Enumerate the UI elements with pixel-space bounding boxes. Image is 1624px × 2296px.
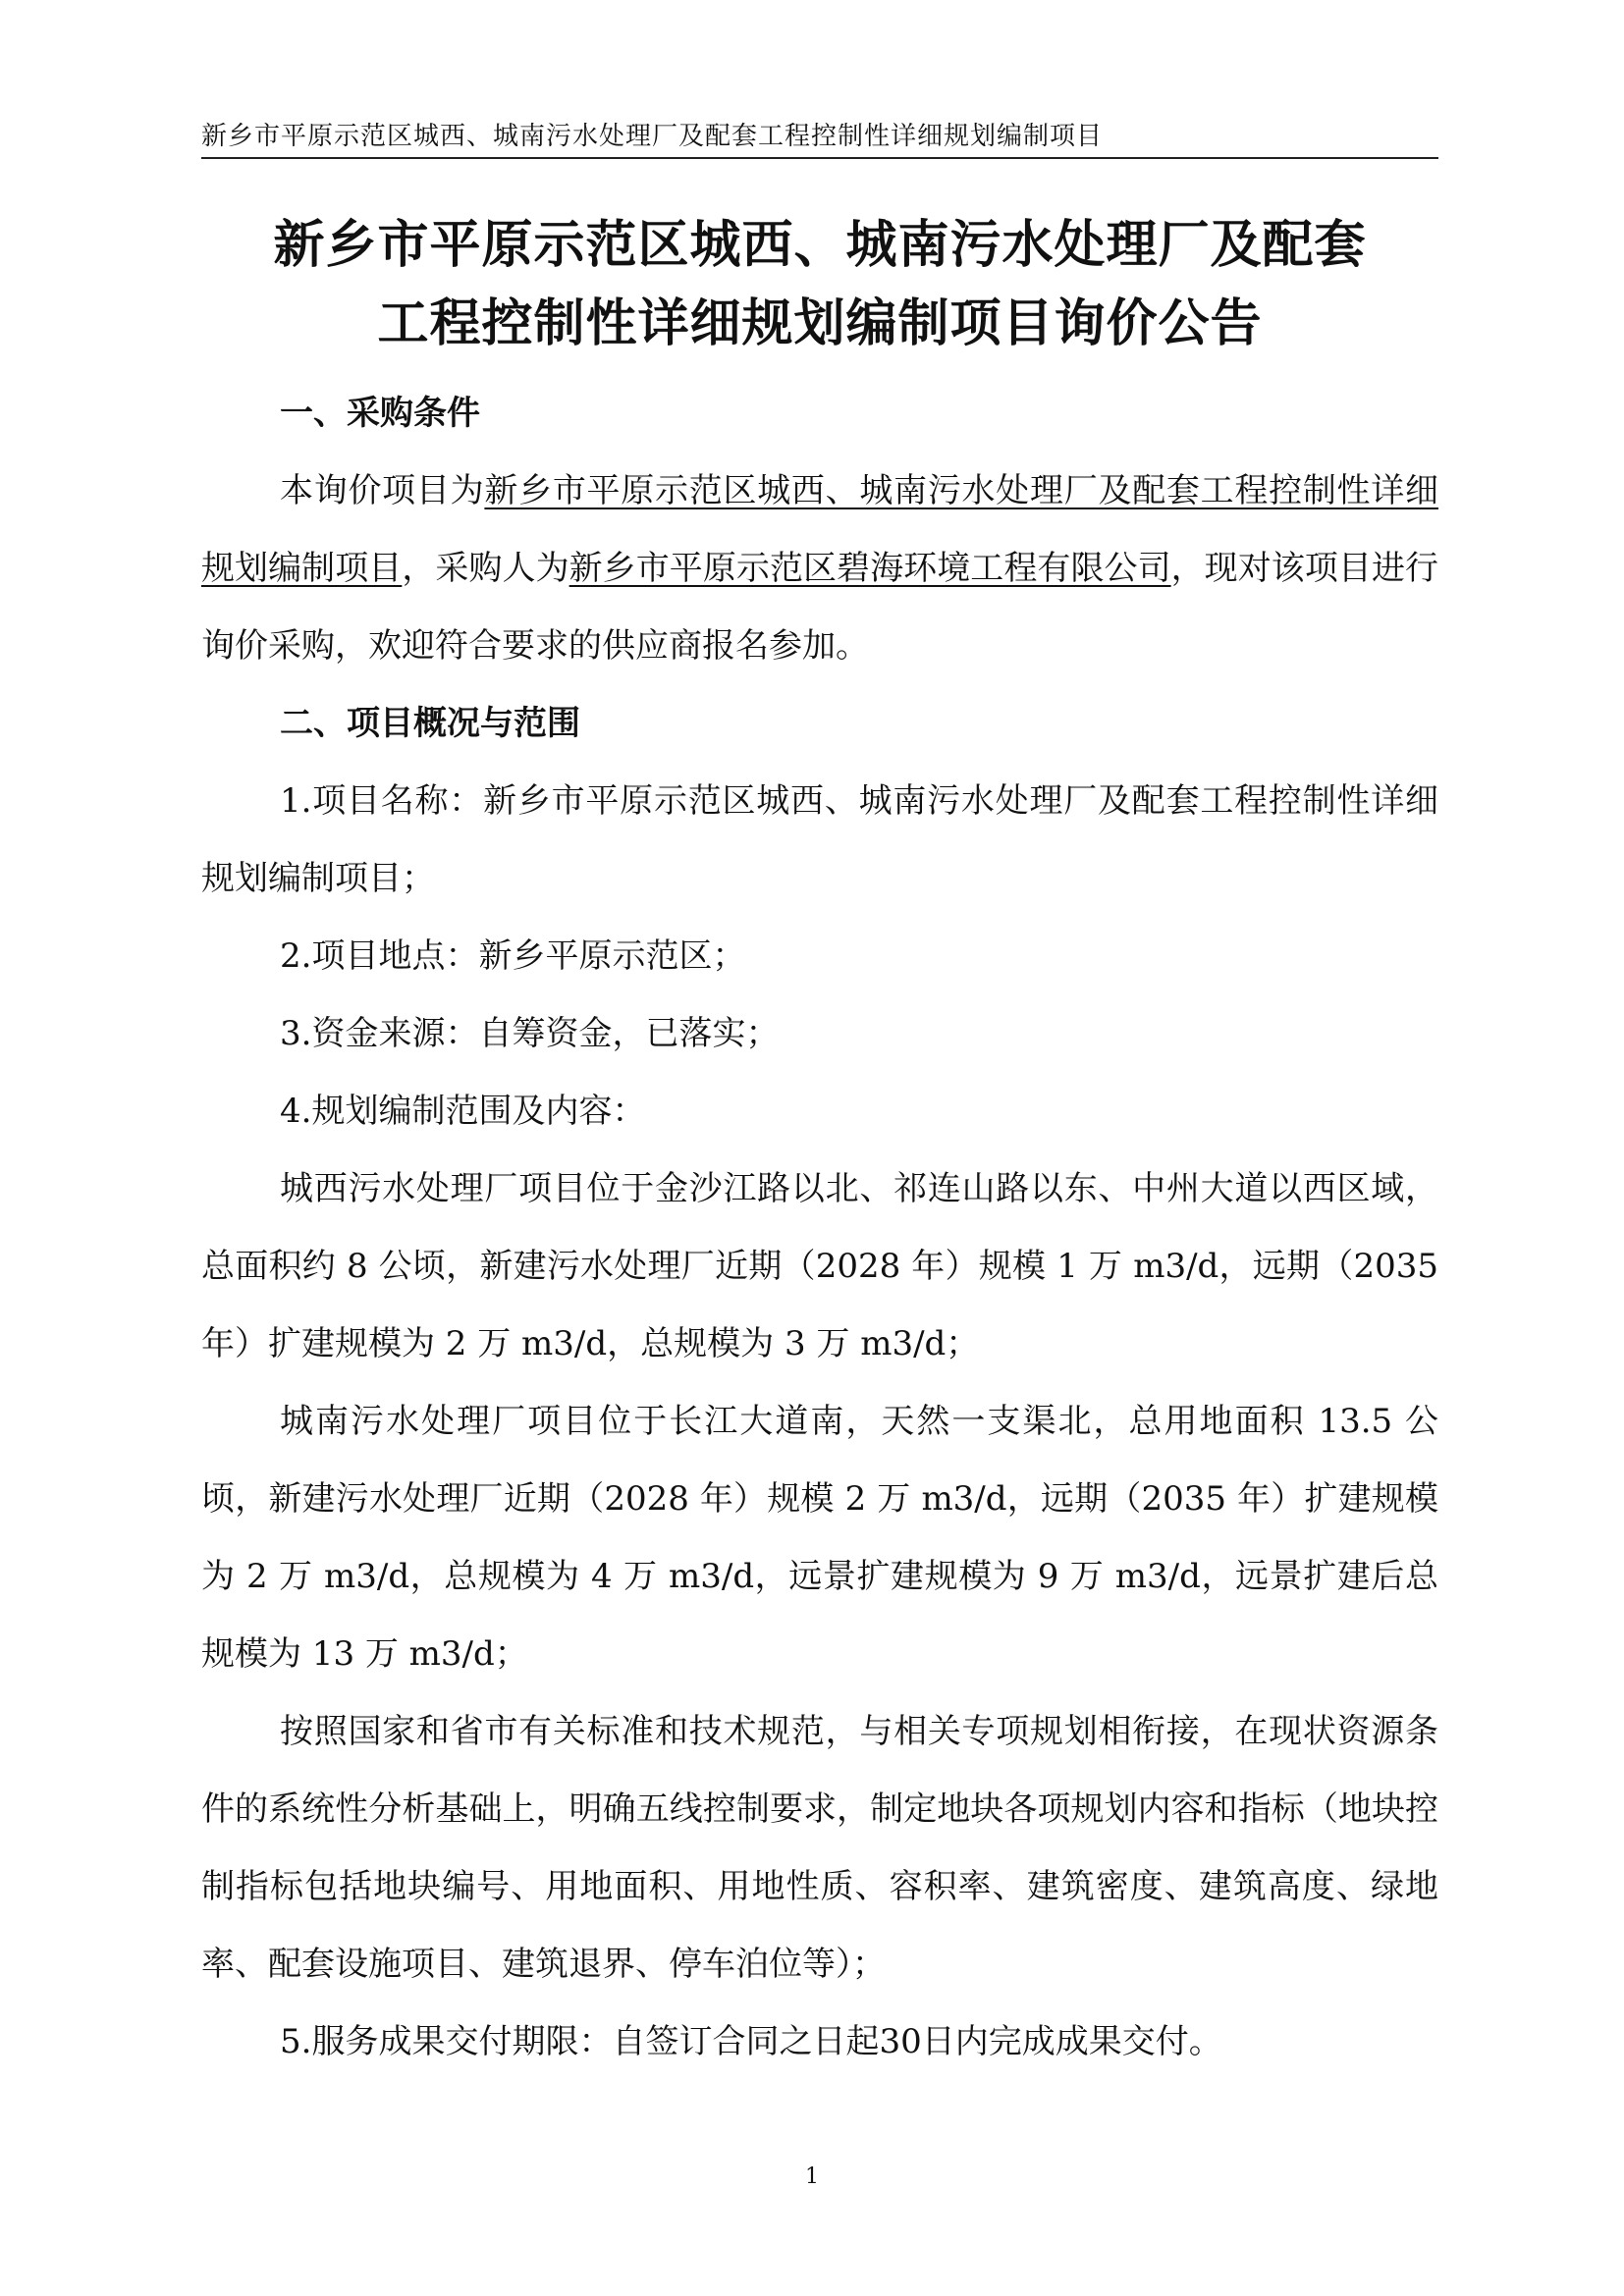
purchaser-name-underlined: 新乡市平原示范区碧海环境工程有限公司 xyxy=(568,549,1171,588)
title-line-1: 新乡市平原示范区城西、城南污水处理厂及配套 xyxy=(273,216,1367,275)
header-divider xyxy=(201,157,1438,159)
text-segment: 本询价项目为 xyxy=(280,471,485,510)
item-delivery-deadline: 5.服务成果交付期限：自签订合同之日起30日内完成成果交付。 xyxy=(280,2022,1222,2061)
section-heading-procurement-conditions: 一、采购条件 xyxy=(280,394,480,433)
section-heading-project-overview: 二、项目概况与范围 xyxy=(280,704,580,743)
paragraph-standards: 按照国家和省市有关标准和技术规范，与相关专项规划相衔接，在现状资源条件的系统性分析基础上，明确五线控制要求，制定地块各项规划内容和指标（地块控制指标包括地块编号、用地面积、用地性质、容积率、建筑密度、建筑高度、绿地率、配套设施项目、建筑退界、停车泊位等）； xyxy=(201,1712,1438,1984)
text-segment: ，采购人为 xyxy=(402,549,569,588)
item-funding-source: 3.资金来源：自筹资金，已落实； xyxy=(280,1014,780,1053)
page-number: 1 xyxy=(805,2164,819,2189)
project-name-underlined: 新乡市平原示范区城西、城南污水处理厂及配套工程控制性详细规划编制项目 xyxy=(201,471,1439,588)
text-segment: ，现对该项目进行询价采购，欢迎符合要求的供应商报名参加。 xyxy=(201,549,1439,666)
procurement-conditions-paragraph xyxy=(201,453,1438,685)
item-project-location: 2.项目地点：新乡平原示范区； xyxy=(280,936,746,976)
document-body xyxy=(201,375,1438,2081)
paragraph-south-plant: 城南污水处理厂项目位于长江大道南，天然一支渠北，总用地面积 13.5 公顷，新建污水处理厂近期（2028 年）规模 2 万 m3/d，远期（2035 年）扩建规模为 2 万 m3/d，总规模为 4 万 m3/d，远景扩建规模为 9 万 m3/d，远景扩建后总规模为 13 万 m3/d； xyxy=(201,1402,1438,1674)
item-project-name: 1.项目名称：新乡市平原示范区城西、城南污水处理厂及配套工程控制性详细规划编制项目； xyxy=(201,781,1438,898)
paragraph-west-plant: 城西污水处理厂项目位于金沙江路以北、祁连山路以东、中州大道以西区域，总面积约 8 公顷，新建污水处理厂近期（2028 年）规模 1 万 m3/d，远期（2035 年）扩建规模为 2 万 m3/d，总规模为 3 万 m3/d； xyxy=(201,1169,1438,1363)
item-planning-scope: 4.规划编制范围及内容： xyxy=(280,1092,646,1131)
document-title xyxy=(201,206,1438,363)
running-header: 新乡市平原示范区城西、城南污水处理厂及配套工程控制性详细规划编制项目 xyxy=(201,122,1104,151)
title-line-2: 工程控制性详细规划编制项目询价公告 xyxy=(377,294,1263,353)
